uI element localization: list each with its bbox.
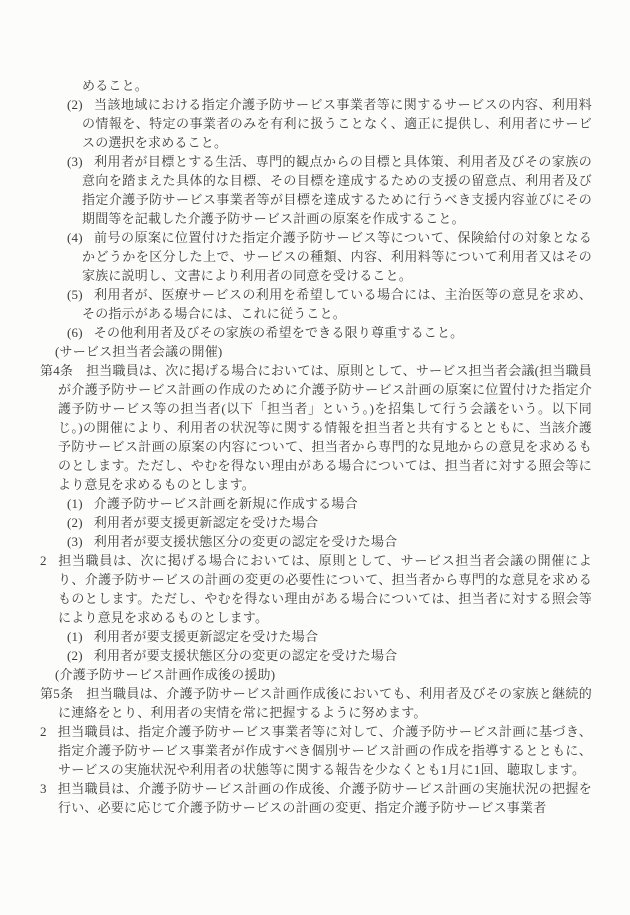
article-number: 第5条 xyxy=(40,686,74,701)
list-item xyxy=(40,323,592,342)
paragraph-text: 担当職員は、次に掲げる場合においては、原則として、サービス担当者会議の開催により、介護予防サービスの計画の変更の必要性について、担当者から専門的な意見を求めるものとします。ただし、やむを得ない理由がある場合については、担当者に対する照会等により意見を求めるものとします。 xyxy=(57,553,592,625)
list-item xyxy=(40,494,592,513)
item-marker: (1) xyxy=(67,496,83,511)
item-text: 利用者が要支援更新認定を受けた場合 xyxy=(93,515,319,530)
numbered-paragraph xyxy=(40,551,592,627)
section-heading: (サービス担当者会議の開催) xyxy=(55,344,223,359)
item-marker: (2) xyxy=(67,97,83,112)
article-paragraph xyxy=(40,361,592,494)
paragraph-number: 3 xyxy=(40,781,47,796)
item-marker: (3) xyxy=(67,534,83,549)
section-heading: (介護予防サービス計画作成後の援助) xyxy=(55,667,276,682)
paragraph-text: 担当職員は、指定介護予防サービス事業者等に対して、介護予防サービス計画に基づき、指定介護予防サービス事業者が作成すべき個別サービス計画の作成を指導するとともに、サービスの実施状況や利用者の状態等に関する報告を少なくとも1月に1回、聴取します。 xyxy=(57,724,592,777)
paragraph-text: 担当職員は、介護予防サービス計画の作成後、介護予防サービス計画の実施状況の把握を行い、必要に応じて介護予防サービスの計画の変更、指定介護予防サービス事業者 xyxy=(57,781,592,815)
article-paragraph xyxy=(40,684,592,722)
list-item xyxy=(40,627,592,646)
article-text: 担当職員は、介護予防サービス計画作成後においても、利用者及びその家族と継続的に連絡をとり、利用者の実情を常に把握するように努めます。 xyxy=(58,686,592,720)
list-item xyxy=(40,95,592,152)
item-marker: (6) xyxy=(67,325,83,340)
item-text: 利用者が要支援更新認定を受けた場合 xyxy=(93,629,319,644)
item-marker: (2) xyxy=(67,515,83,530)
list-item xyxy=(40,532,592,551)
item-text: 利用者が要支援状態区分の変更の認定を受けた場合 xyxy=(93,648,398,663)
paragraph-number: 2 xyxy=(40,553,47,568)
item-marker: (1) xyxy=(67,629,83,644)
article-number: 第4条 xyxy=(40,363,74,378)
list-item xyxy=(40,152,592,228)
item-text: 介護予防サービス計画を新規に作成する場合 xyxy=(93,496,358,511)
numbered-paragraph xyxy=(40,722,592,779)
item-text: 利用者が要支援状態区分の変更の認定を受けた場合 xyxy=(93,534,398,549)
paragraph-number: 2 xyxy=(40,724,47,739)
item-text: 前号の原案に位置付けた指定介護予防サービス等について、保険給付の対象となるかどうかを区分した上で、サービスの種類、内容、利用料等について利用者又はその家族に説明し、文書により利用者の同意を受けること。 xyxy=(82,230,592,283)
list-item xyxy=(40,646,592,665)
item-marker: (4) xyxy=(67,230,83,245)
paragraph-continuation: めること。 xyxy=(82,78,149,93)
item-marker: (5) xyxy=(67,287,83,302)
numbered-paragraph xyxy=(40,779,592,817)
item-marker: (3) xyxy=(67,154,83,169)
list-item xyxy=(40,228,592,285)
item-text: 利用者が、医療サービスの利用を希望している場合には、主治医等の意見を求め、その指示がある場合には、これに従うこと。 xyxy=(82,287,592,321)
item-text: 利用者が目標とする生活、専門的観点からの目標と具体策、利用者及びその家族の意向を踏まえた具体的な目標、その目標を達成するための支援の留意点、利用者及び指定介護予防サービス事業者等が目標を達成するために行うべき支援内容並びにその期間等を記載した介護予防サービス計画の原案を作成すること。 xyxy=(82,154,592,226)
item-text: その他利用者及びその家族の希望をできる限り尊重すること。 xyxy=(93,325,464,340)
list-item xyxy=(40,285,592,323)
item-text: 当該地域における指定介護予防サービス事業者等に関するサービスの内容、利用料の情報を、特定の事業者のみを有利に扱うことなく、適正に提供し、利用者にサービスの選択を求めること。 xyxy=(82,97,592,150)
item-marker: (2) xyxy=(67,648,83,663)
article-text: 担当職員は、次に掲げる場合においては、原則として、サービス担当者会議(担当職員が介護予防サービス計画の作成のために介護予防サービス計画の原案に位置付けた指定介護予防サービス等の担当者(以下「担当者」という。)を招集して行う会議をいう。以下同じ。)の開催により、利用者の状況等に関する情報を担当者と共有するとともに、当該介護予防サービス計画の原案の内容について、担当者から専門的な見地からの意見を求めるものとします。ただし、やむを得ない理由がある場合については、担当者に対する照会等により意見を求めるものとします。 xyxy=(58,363,592,492)
list-item xyxy=(40,513,592,532)
